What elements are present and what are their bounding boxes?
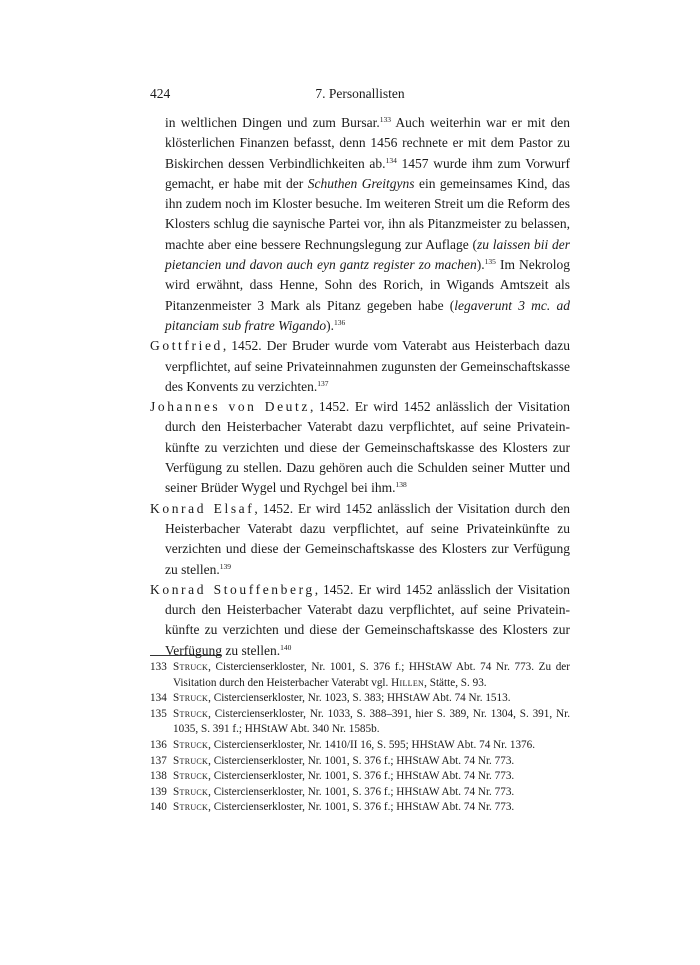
footnote-number: 135 <box>150 707 167 720</box>
author-name: Struck <box>173 801 209 814</box>
person-entry <box>150 499 570 580</box>
text-run: in weltlichen Dingen und zum Bursar. <box>165 115 380 130</box>
footnote-text: , Cistercienserkloster, Nr. 1001, S. 376 f.; HHStAW Abt. 74 Nr. 773. <box>208 801 515 814</box>
footnote-number: 140 <box>150 801 167 814</box>
text-run: ). <box>476 257 485 273</box>
italic-run: Schuthen Greitgyns <box>307 175 415 191</box>
page-header <box>150 84 570 104</box>
footnote-ref: 133 <box>379 115 391 124</box>
footnote-text: , Cistercienserkloster, Nr. 1001, S. 376 f.; HHStAW Abt. 74 Nr. 773. Zu der Visitation durch den Heisterbacher Vaterabt vgl. <box>173 661 570 689</box>
page-number: 424 <box>150 86 171 101</box>
footnote-ref: 135 <box>484 257 496 267</box>
footnote-ref: 136 <box>334 317 346 327</box>
main-text <box>150 113 570 661</box>
footnote-ref: 140 <box>280 642 292 652</box>
text-run: 1457 wurde ihm zum Vorwurf gemacht, er habe mit der <box>165 155 571 191</box>
entry-text: , 1452. Er wird 1452 anlässlich der Visitation durch den Heisterbacher Vaterabt dazu verpflichtet, auf seine Privateinkünfte zu verzichten und diese der Gemeinschaftskasse des Klosters zur Verfügung zu stellen. <box>165 581 570 658</box>
running-head: 7. Personallisten <box>315 86 405 101</box>
footnote-ref: 134 <box>385 155 397 165</box>
text-run: Im Nekrolog wird erwähnt, dass Henne, Sohn des Rorich, in Wigands Amtszeit als Pitanzenmeister 3 Mark als Pitanz gegeben habe ( <box>165 257 570 313</box>
footnote <box>150 754 570 770</box>
footnote-number: 139 <box>150 785 167 798</box>
footnote <box>150 738 570 754</box>
footnote-text: , Cistercienserkloster, Nr. 1033, S. 388–391, hier S. 389, Nr. 1304, S. 391, Nr. 1035, S. 391 f.; HHStAW Abt. 340 Nr. 1585b. <box>173 707 570 736</box>
person-entry <box>150 580 570 661</box>
author-name: Struck <box>173 738 209 751</box>
footnote <box>150 691 570 707</box>
author-name: Struck <box>173 661 209 673</box>
continued-entry <box>150 113 570 336</box>
person-name: Konrad Stouffenberg <box>150 581 315 597</box>
italic-run: legaverunt 3 mc. ad pitanciam sub fratre Wigando <box>165 297 570 333</box>
entry-text: , 1452. Der Bruder wurde vom Vaterabt aus Heisterbach dazu verpflichtet, auf seine Privateinnahmen zugunsten der Gemeinschaftskasse des Konvents zu verzichten. <box>165 338 570 394</box>
author-name: Struck <box>173 785 209 798</box>
person-entry <box>150 397 570 498</box>
footnote-number: 138 <box>150 770 167 783</box>
footnote-number: 134 <box>150 692 167 705</box>
footnote-number: 133 <box>150 661 167 673</box>
footnote <box>150 800 570 816</box>
footnote-ref: 137 <box>317 378 329 388</box>
footnote <box>150 707 570 738</box>
footnote-ref: 138 <box>395 480 407 490</box>
footnote-text: , Cistercienserkloster, Nr. 1023, S. 383; HHStAW Abt. 74 Nr. 1513. <box>208 692 511 705</box>
person-name: Gottfried <box>150 338 223 354</box>
text-run: ein gemeinsames Kind, das ihn zudem noch im Kloster besuche. Im weiteren Streit um die Reform des Klosters schlug die saynische Partei vor, ihn als Pitanzmeister zu belassen, machte aber eine bessere Rechnungslegung zur Auflage ( <box>165 175 570 252</box>
author-name: Struck <box>173 754 209 767</box>
person-name: Johannes von Deutz <box>150 399 310 415</box>
person-entry <box>150 336 570 397</box>
footnote <box>150 660 570 691</box>
footnote-number: 137 <box>150 754 167 767</box>
footnote-text: , Cistercienserkloster, Nr. 1001, S. 376 f.; HHStAW Abt. 74 Nr. 773. <box>208 754 515 767</box>
footnote-ref: 139 <box>219 561 231 571</box>
footnote <box>150 785 570 801</box>
footnote-text: , Cistercienserkloster, Nr. 1001, S. 376 f.; HHStAW Abt. 74 Nr. 773. <box>208 770 515 783</box>
italic-run: zu laissen bii der pietancien und davon auch eyn gantz register zo machen <box>165 236 570 273</box>
footnote-text: , Cistercienserkloster, Nr. 1001, S. 376 f.; HHStAW Abt. 74 Nr. 773. <box>208 785 515 798</box>
author-name: Hillen <box>391 676 425 689</box>
footnote-number: 136 <box>150 738 167 751</box>
entry-text: , 1452. Er wird 1452 anlässlich der Visitation durch den Heisterbacher Vaterabt dazu verpflichtet, auf seine Privateinkünfte zu verzichten und diese der Gemeinschaftskasse des Klosters zur Verfügung zu stellen. Dazu gehören auch die Schulden seiner Mutter und seiner Brüder Wygel und Rychgel bei ihm. <box>165 399 571 496</box>
author-name: Struck <box>173 707 209 720</box>
author-name: Struck <box>173 692 209 705</box>
text-run: Auch weiterhin war er mit den klösterlichen Finanzen befasst, denn 1456 rechnete er mit dem Pastor zu Biskirchen dessen Verbindlichkeiten ab. <box>165 115 570 171</box>
text-run: ). <box>326 317 334 333</box>
footnote-text: , Stätte, S. 93. <box>424 676 487 689</box>
footnote <box>150 769 570 785</box>
person-name: Konrad Elsaf <box>150 500 255 516</box>
footnote-text: , Cistercienserkloster, Nr. 1410/II 16, S. 595; HHStAW Abt. 74 Nr. 1376. <box>208 738 536 751</box>
entry-text: , 1452. Er wird 1452 anlässlich der Visitation durch den Heisterbacher Vaterabt dazu verpflichtet, auf seine Privateinkünfte zu verzichten und diese der Gemeinschaftskasse des Klosters zur Verfügung zu stellen. <box>165 500 570 577</box>
footnotes <box>150 660 570 816</box>
author-name: Struck <box>173 770 209 783</box>
footnote-divider <box>150 655 222 656</box>
